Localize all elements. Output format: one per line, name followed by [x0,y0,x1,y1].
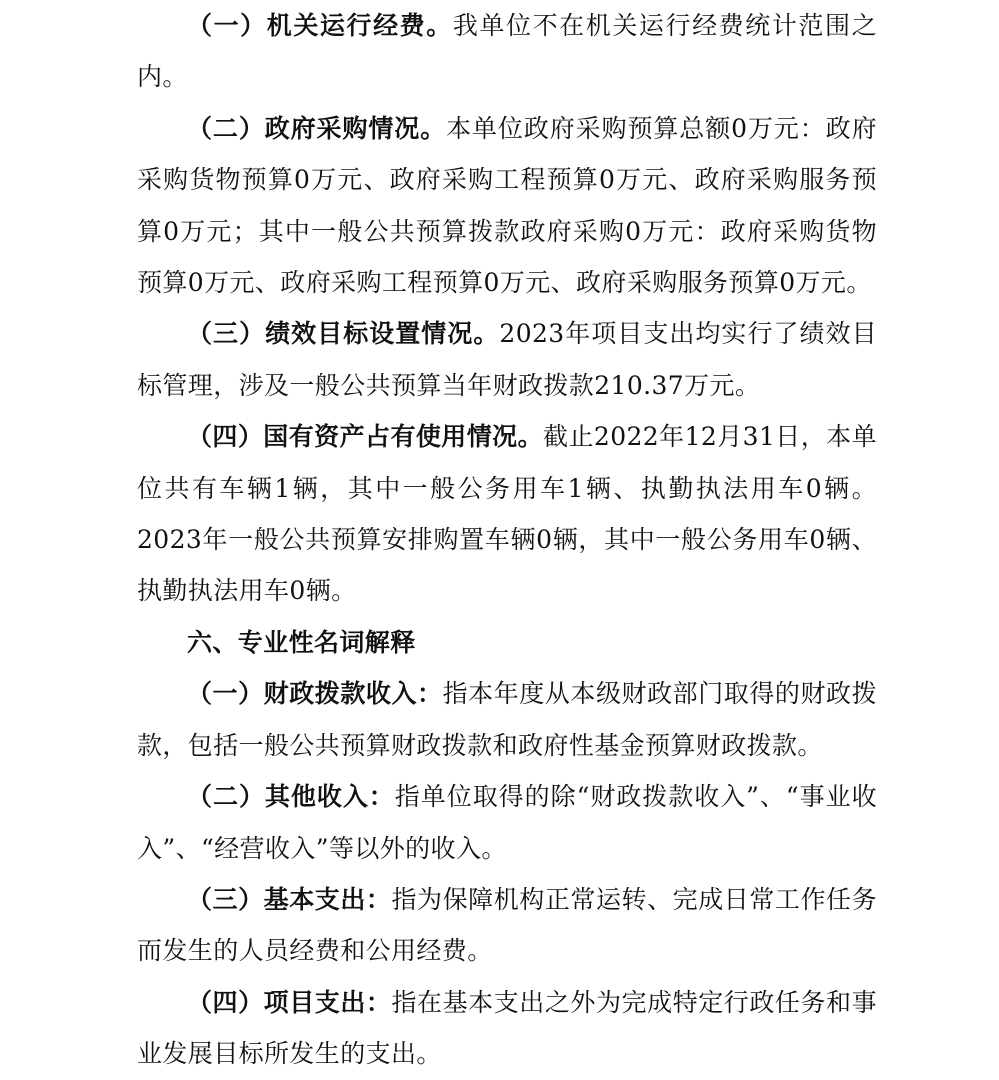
paragraph-text: 截止2022年12月31日，本单位共有车辆1辆，其中一般公务用车1辆、执勤执法用车0辆。2023年一般公共预算安排购置车辆0辆，其中一般公务用车0辆、执勤执法用车0辆。 [137,422,877,606]
paragraph-heading: （一）财政拨款收入： [187,679,443,709]
paragraph-project-expenditure [137,977,877,1080]
paragraph-text: 指本年度从本级财政部门取得的财政拨款，包括一般公共预算财政拨款和政府性基金预算财政拨款。 [137,679,877,760]
paragraph-heading: （四）国有资产占有使用情况。 [187,422,544,452]
paragraph-text: 我单位不在机关运行经费统计范围之内。 [137,11,877,92]
paragraph-administrative-expenses [137,0,877,103]
paragraph-heading: （三）绩效目标设置情况。 [187,319,500,349]
paragraph-text: 指单位取得的除“财政拨款收入”、“事业收入”、“经营收入”等以外的收入。 [137,782,877,863]
paragraph-text: 2023年项目支出均实行了绩效目标管理，涉及一般公共预算当年财政拨款210.37万元。 [137,319,877,400]
paragraph-heading: （四）项目支出： [187,987,392,1017]
paragraph-basic-expenditure [137,874,877,977]
paragraph-fiscal-appropriation-income [137,668,877,771]
paragraph-text: 指为保障机构正常运转、完成日常工作任务而发生的人员经费和公用经费。 [137,884,878,966]
paragraph-state-assets [137,411,877,617]
paragraph-heading: （二）政府采购情况。 [187,113,447,143]
section-heading-terminology: 六、专业性名词解释 [187,627,416,657]
paragraph-text: 指在基本支出之外为完成特定行政任务和事业发展目标所发生的支出。 [137,987,878,1069]
paragraph-heading: （一）机关运行经费。 [187,11,453,40]
paragraph-performance-targets [137,308,877,411]
paragraph-heading: （三）基本支出： [187,884,392,914]
document-body [137,0,877,1080]
paragraph-heading: （二）其他收入： [187,782,395,812]
paragraph-text: 本单位政府采购预算总额0万元：政府采购货物预算0万元、政府采购工程预算0万元、政府采购服务预算0万元；其中一般公共预算拨款政府采购0万元：政府采购货物预算0万元、政府采购工程预算0万元、政府采购服务预算0万元。 [137,113,877,298]
paragraph-government-procurement [137,103,877,309]
paragraph-other-income [137,771,877,874]
